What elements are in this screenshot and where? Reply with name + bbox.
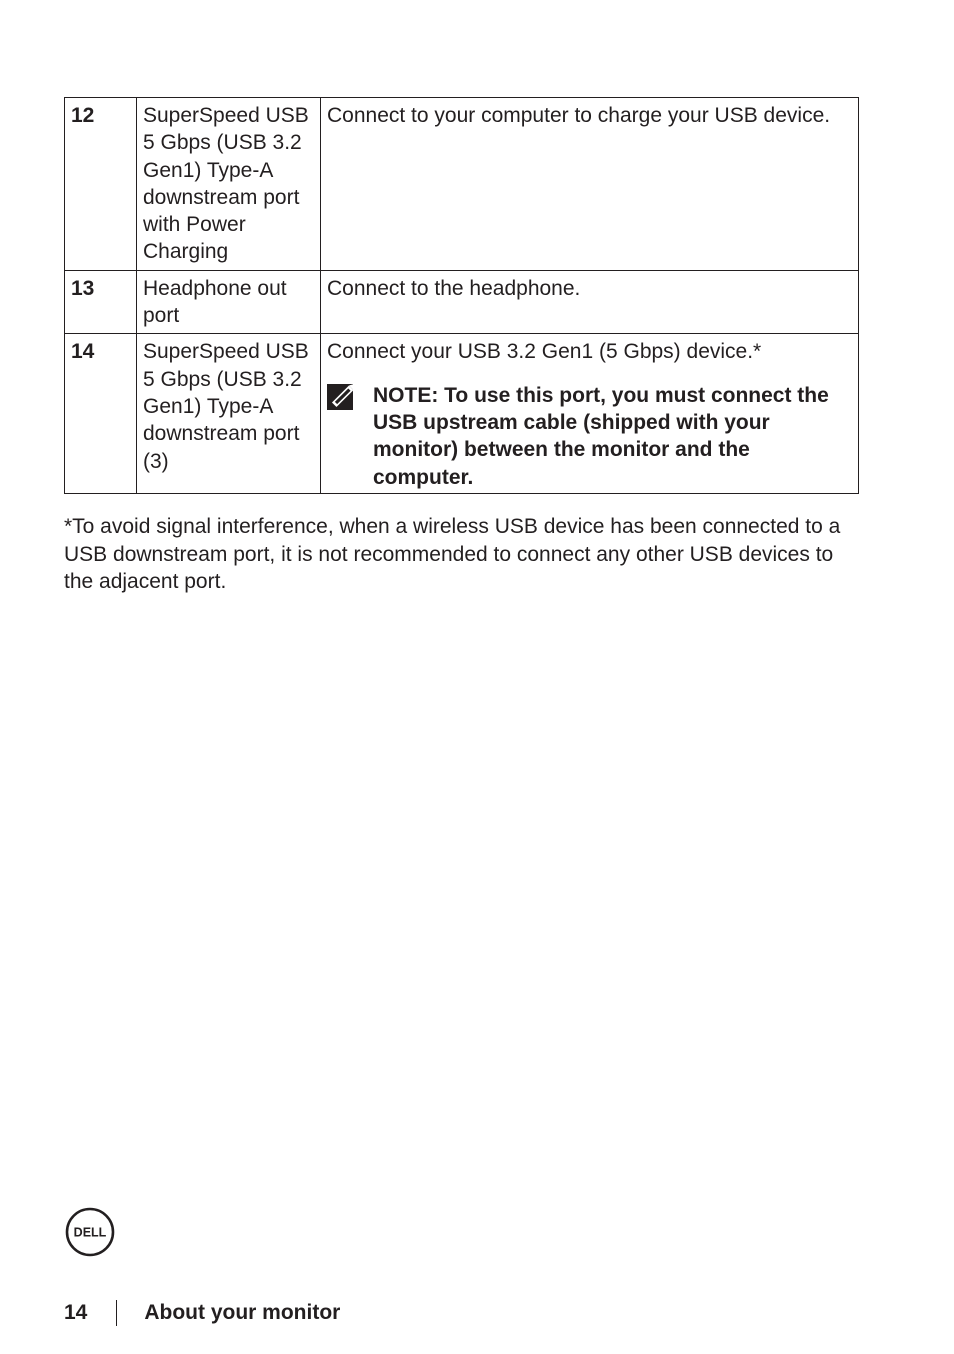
logo-text: DELL (73, 1225, 107, 1240)
page-number: 14 (64, 1301, 88, 1324)
dell-logo-icon (65, 1207, 115, 1257)
pencil-note-icon (327, 384, 361, 410)
port-number: 13 (65, 270, 137, 334)
port-description-cell (321, 334, 859, 493)
section-title: About your monitor (144, 1301, 341, 1324)
port-number: 12 (65, 98, 137, 271)
note-text: NOTE: To use this port, you must connect the USB upstream cable (shipped with your monitor) between the monitor and the computer. (373, 383, 829, 489)
port-description: Connect to the headphone. (321, 270, 859, 334)
table-row (65, 270, 859, 334)
footer-divider (116, 1300, 117, 1326)
table-row (65, 334, 859, 493)
port-name: Headphone out port (137, 270, 321, 334)
note-block (327, 382, 852, 491)
port-name: SuperSpeed USB 5 Gbps (USB 3.2 Gen1) Type-A downstream port with Power Charging (137, 98, 321, 271)
port-name: SuperSpeed USB 5 Gbps (USB 3.2 Gen1) Type-A downstream port (3) (137, 334, 321, 493)
port-description: Connect to your computer to charge your USB device. (321, 98, 859, 271)
port-number: 14 (65, 334, 137, 493)
ports-table (64, 97, 859, 494)
page-footer (64, 1300, 340, 1326)
port-description: Connect your USB 3.2 Gen1 (5 Gbps) device.* (327, 340, 762, 364)
footnote: *To avoid signal interference, when a wireless USB device has been connected to a USB downstream port, it is not recommended to connect any other USB devices to the adjacent port. (64, 515, 841, 594)
table-row (65, 98, 859, 271)
